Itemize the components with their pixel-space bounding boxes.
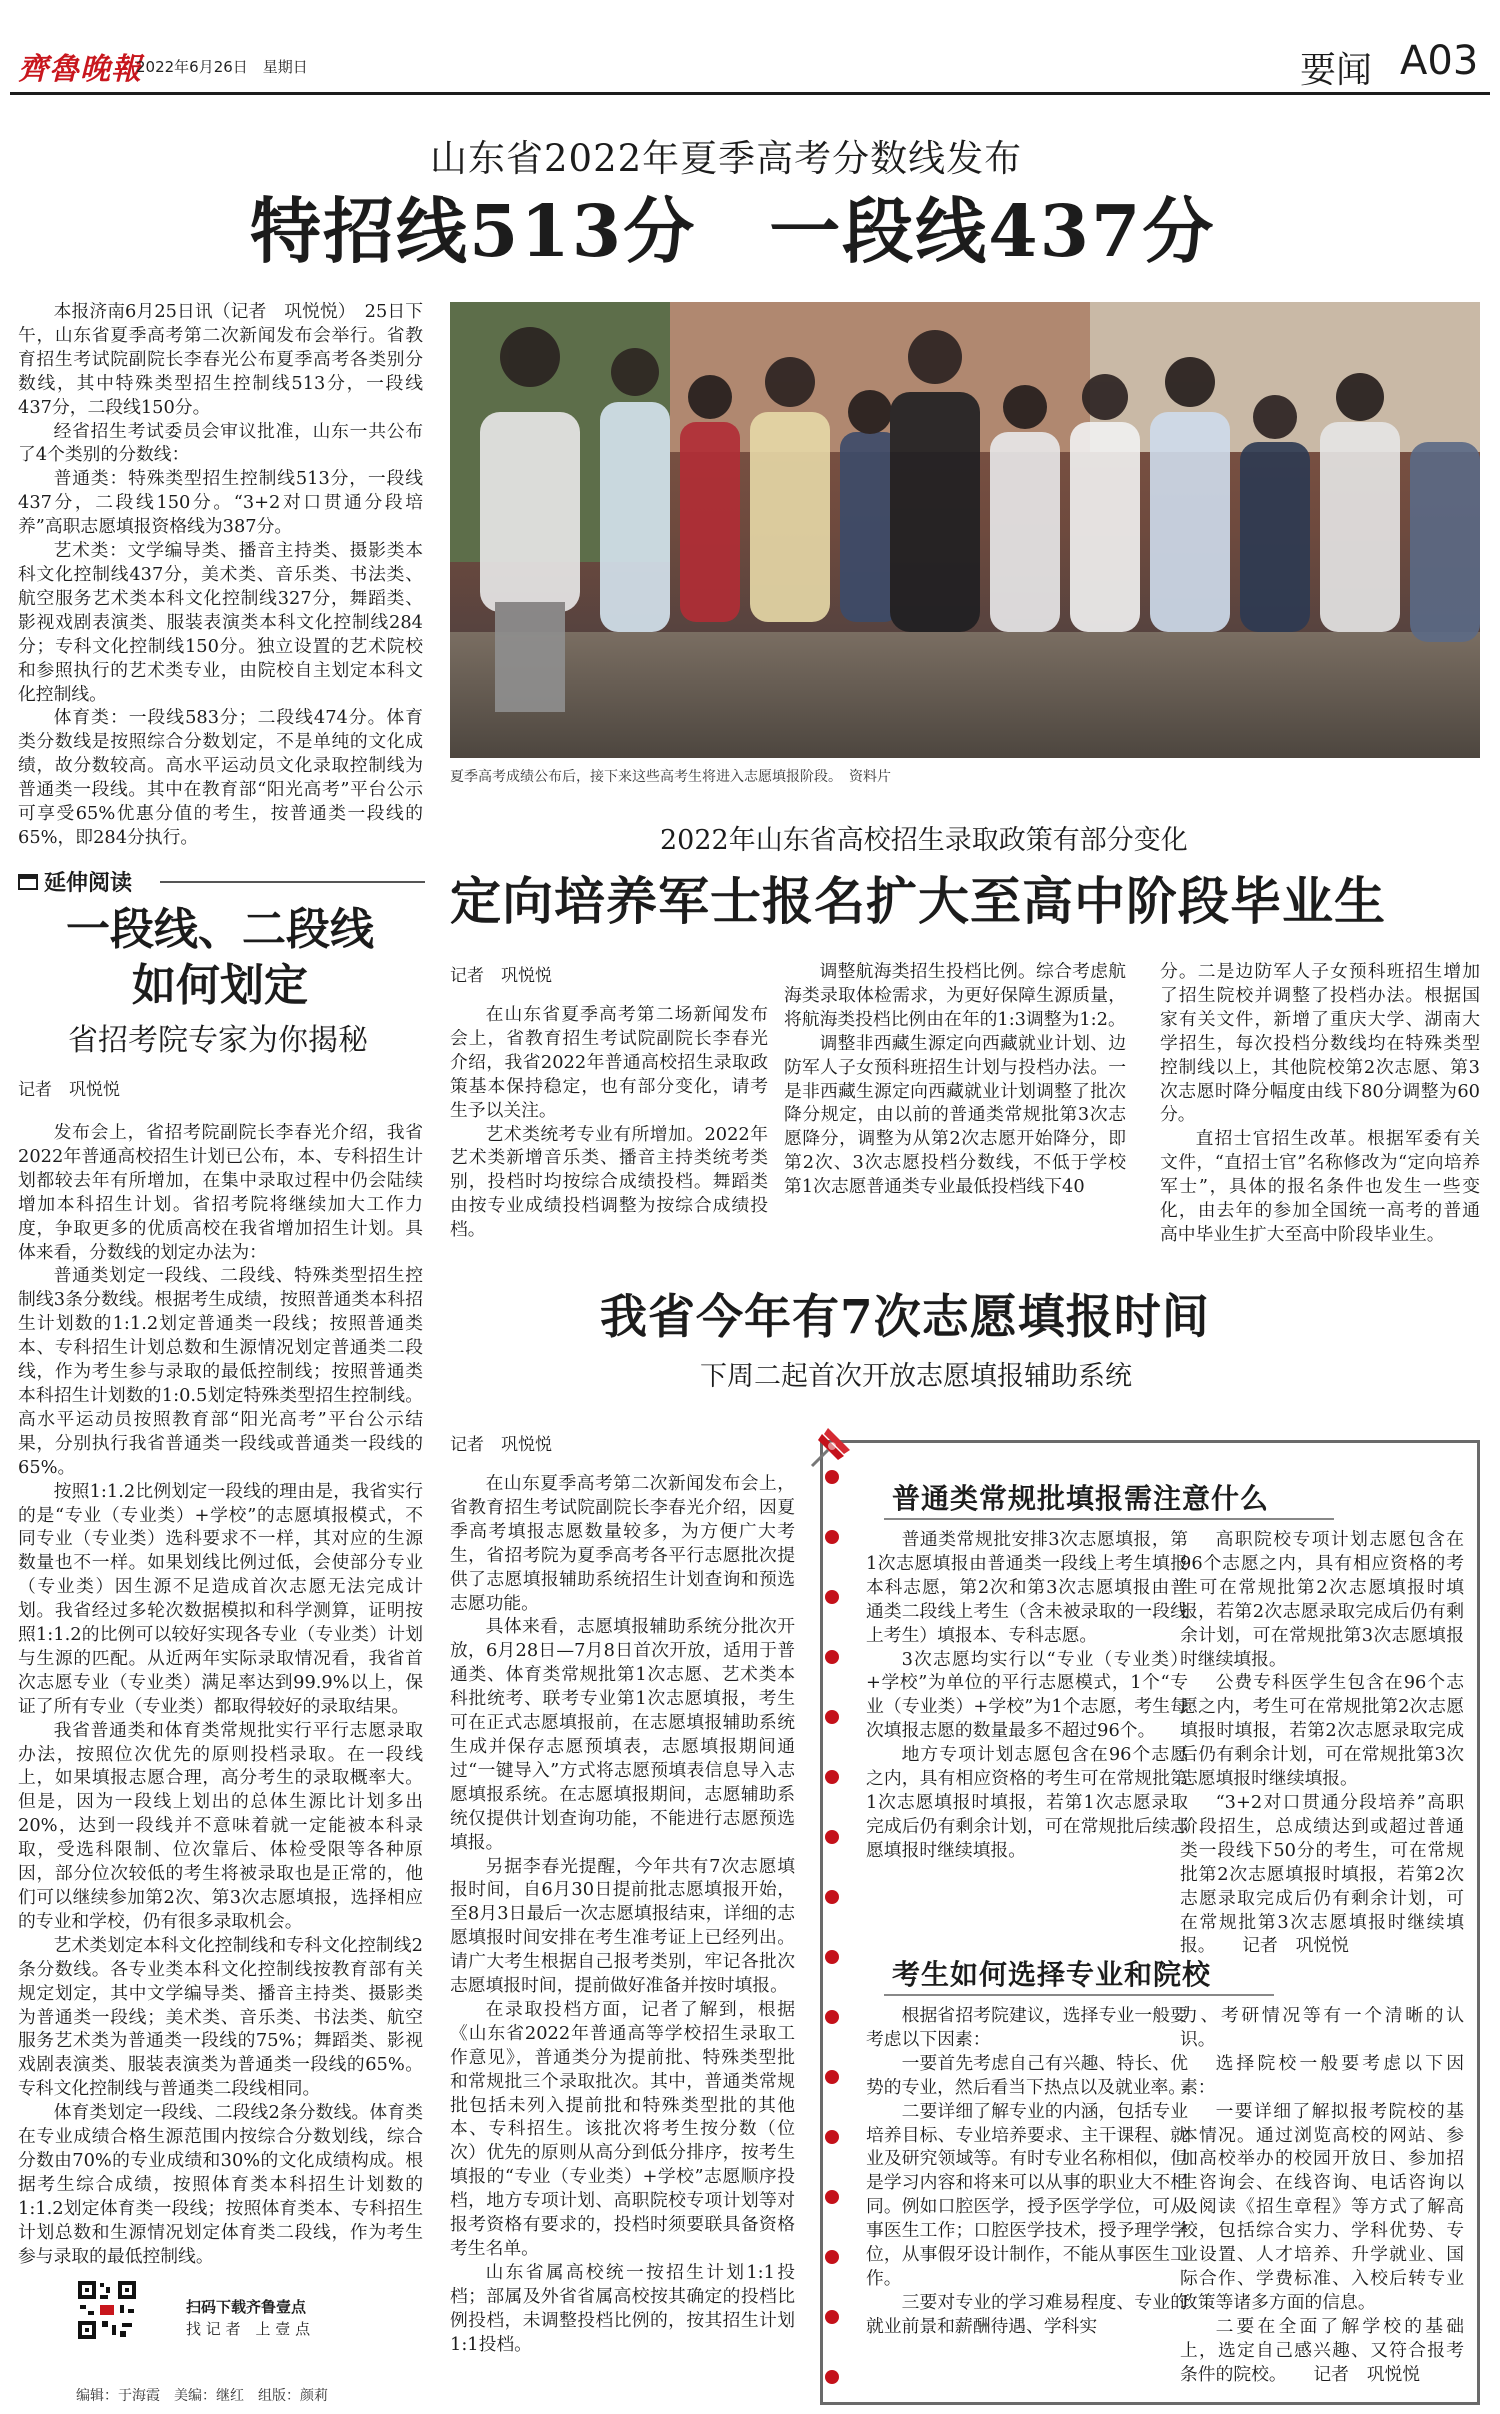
box-section-2-right bbox=[1180, 2004, 1464, 2387]
extended-article bbox=[18, 1121, 423, 2269]
box-paragraph: 普通类常规批安排3次志愿填报，第1次志愿填报由普通类一段线上考生填报本科志愿，第2次和第3次志愿填报由普通类二段线上考生（含未被录取的一段线上考生）填报本、专科志愿。 bbox=[866, 1529, 1188, 1646]
pushpin-graphic bbox=[798, 1420, 858, 1480]
newspaper-logo: 齊魯晚報 bbox=[18, 52, 142, 87]
volunteer-paragraph: 具体来看，志愿填报辅助系统分批次开放，6月28日—7月8日首次开放，适用于普通类、体育类常规批第1次志愿、艺术类本科批统考、联考专业第1次志愿填报，考生可在正式志愿填报前，在志愿填报辅助系统生成并保存志愿预填表，志愿填报期间通过“一键导入”方式将志愿预填表信息导入志愿填报系统。在志愿填报期间，志愿辅助系统仅提供计划查询功能，不能进行志愿预选填报。 bbox=[450, 1616, 795, 1853]
volunteer-subtitle: 下周二起首次开放志愿填报辅助系统 bbox=[700, 1361, 1132, 1392]
book-icon bbox=[18, 874, 38, 890]
divider bbox=[884, 1518, 1334, 1520]
policy-kicker: 2022年山东省高校招生录取政策有部分变化 bbox=[660, 825, 1188, 856]
headline-kicker: 山东省2022年夏季高考分数线发布 bbox=[430, 137, 1023, 180]
policy-paragraph: 分。二是边防军人子女预科班招生增加了招生院校并调整了投档办法。根据国家有关文件，新增了重庆大学、湖南大学招生，每次投档分数线均在特殊类型控制线以上，其他院校第2次志愿、第3次志愿时降分幅度由线下80分调整为60分。 bbox=[1160, 961, 1480, 1126]
volunteer-paragraph: 山东省属高校统一按招生计划1:1投档；部属及外省省属高校按其确定的投档比例投档，未调整投档比例的，按其招生计划1:1投档。 bbox=[450, 2261, 795, 2355]
policy-paragraph: 艺术类统考专业有所增加。2022年艺术类新增音乐类、播音主持类统考类别，投档时均按综合成绩投档。舞蹈类由按专业成绩投档调整为按综合成绩投档。 bbox=[450, 1123, 768, 1241]
lead-article bbox=[18, 300, 423, 850]
box-subhead-1: 普通类常规批填报需注意什么 bbox=[892, 1482, 1270, 1515]
binder-dot bbox=[825, 1590, 839, 1604]
issue-date: 2022年6月26日 星期日 bbox=[136, 58, 308, 76]
policy-column-3 bbox=[1160, 960, 1480, 1247]
policy-column-2 bbox=[784, 960, 1126, 1199]
news-photo bbox=[450, 302, 1480, 758]
extended-subtitle: 省招考院专家为你揭秘 bbox=[68, 1023, 368, 1058]
editor-credits: 编辑：于海霞 美编：继红 组版：颜莉 bbox=[76, 2388, 328, 2404]
binder-dot bbox=[825, 1710, 839, 1724]
qr-text bbox=[186, 2296, 310, 2340]
binder-dot bbox=[825, 2130, 839, 2144]
box-paragraph: 三要对专业的学习难易程度、专业的就业前景和薪酬待遇、学科实 bbox=[866, 2291, 1188, 2337]
policy-paragraph: 在山东省夏季高考第二场新闻发布会上，省教育招生考试院副院长李春光介绍，我省2022年普通高校招生录取政策基本保持稳定，也有部分变化，请考生予以关注。 bbox=[450, 1004, 768, 1121]
binder-dots bbox=[817, 1470, 845, 2400]
policy-byline: 记者 巩悦悦 bbox=[450, 966, 552, 986]
volunteer-paragraph: 在山东夏季高考第二次新闻发布会上，省教育招生考试院副院长李春光介绍，因夏季高考填报志愿数量较多，为方便广大考生，省招考院为夏季高考各平行志愿批次提供了志愿填报辅助系统招生计划查询和预选志愿功能。 bbox=[450, 1473, 795, 1614]
volunteer-paragraph: 另据李春光提醒，今年共有7次志愿填报时间，自6月30日提前批志愿填报开始，至8月3日最后一次志愿填报结束，详细的志愿填报时间安排在考生准考证上已经列出。请广大考生根据自己报考类别，牢记各批次志愿填报时间，提前做好准备并按时填报。 bbox=[450, 1855, 795, 1997]
binder-dot bbox=[825, 2370, 839, 2384]
box-paragraph: 力、考研情况等有一个清晰的认识。 bbox=[1180, 2005, 1464, 2050]
policy-paragraph: 调整非西藏生源定向西藏就业计划、边防军人子女预科班招生计划与投档办法。一是非西藏生源定向西藏就业计划调整了批次降分规定，由以前的普通类常规批第3次志愿降分，调整为从第2次志愿开始降分，即第2次、3次志愿投档分数线，不低于学校第1次志愿普通类专业最低投档线下40 bbox=[784, 1032, 1126, 1198]
box-paragraph: 一要详细了解拟报考院校的基本情况。通过浏览高校的网站、参加高校举办的校园开放日、参加招生咨询会、在线咨询、电话咨询以及阅读《招生章程》等方式了解高校，包括综合实力、学科优势、专业设置、人才培养、升学就业、国际合作、学费标准、入校后转专业政策等诸多方面的信息。 bbox=[1180, 2100, 1464, 2313]
students-photo-illustration bbox=[450, 302, 1480, 758]
binder-dot bbox=[825, 1530, 839, 1544]
page-header bbox=[0, 0, 1500, 90]
binder-dot bbox=[825, 2190, 839, 2204]
divider bbox=[884, 1994, 1274, 1996]
policy-paragraph: 直招士官招生改革。根据军委有关文件，“直招士官”名称修改为“定向培养军士”，具体的报名条件也发生一些变化，由去年的参加全国统一高考的普通高中毕业生扩大至高中阶段毕业生。 bbox=[1160, 1128, 1480, 1245]
binder-dot bbox=[825, 1890, 839, 1904]
box-paragraph: 地方专项计划志愿包含在96个志愿之内，具有相应资格的考生可在常规批第1次志愿填报时填报，若第1次志愿录取完成后仍有剩余计划，可在常规批后续志愿填报时继续填报。 bbox=[866, 1744, 1188, 1861]
extended-title bbox=[40, 902, 400, 1014]
volunteer-byline: 记者 巩悦悦 bbox=[450, 1435, 552, 1455]
box-paragraph: 选择院校一般要考虑以下因素： bbox=[1180, 2052, 1464, 2098]
box-paragraph: 公费专科医学生包含在96个志愿之内，考生可在常规批第2次志愿填报时填报，若第2次志愿录取完成后仍有剩余计划，可在常规批第3次志愿填报时继续填报。 bbox=[1180, 1672, 1464, 1790]
binder-dot bbox=[825, 2010, 839, 2024]
lead-paragraph: 艺术类：文学编导类、播音主持类、摄影类本科文化控制线437分，美术类、音乐类、书法类、航空服务艺术类本科文化控制线327分，舞蹈类、影视戏剧表演类、服装表演类本科文化控制线284分；专科文化控制线150分。独立设置的艺术院校和参照执行的艺术类专业，由院校自主划定本科文化控制线。 bbox=[18, 540, 423, 705]
lead-paragraph: 经省招生考试委员会审议批准，山东一共公布了4个类别的分数线： bbox=[18, 420, 423, 466]
box-section-1-left bbox=[866, 1528, 1188, 1863]
main-headline: 特招线513分 一段线437分 bbox=[250, 189, 1216, 273]
box-paragraph: 二要详细了解专业的内涵，包括专业培养目标、专业培养要求、主干课程、就业及研究领域等。有时专业名称相似，但是学习内容和将来可以从事的职业大不相同。例如口腔医学，授予医学学位，可从事医生工作；口腔医学技术，授予理学学位，从事假牙设计制作，不能从事医生工作。 bbox=[866, 2100, 1188, 2289]
lead-paragraph: 体育类：一段线583分；二段线474分。体育类分数线是按照综合分数划定，不是单纯的文化成绩，故分数较高。高水平运动员文化录取控制线为普通类一段线。其中在教育部“阳光高考”平台公示可享受65%优惠分值的考生，按普通类一段线的65%，即284分执行。 bbox=[18, 707, 423, 848]
extended-paragraph: 普通类划定一段线、二段线、特殊类型招生控制线3条分数线。根据考生成绩，按照普通类本科招生计划数的1:1.2划定普通类一段线；按照普通类本、专科招生计划总数和生源情况划定普通类二段线，作为考生参与录取的最低控制线；按照普通类本科招生计划数的1:0.5划定特殊类型招生控制线。高水平运动员按照教育部“阳光高考”平台公示结果，分别执行我省普通类一段线或普通类一段线的65%。 bbox=[18, 1265, 423, 1478]
box-paragraph: 高职院校专项计划志愿包含在96个志愿之内，具有相应资格的考生可在常规批第2次志愿填报时填报，若第2次志愿录取完成后仍有剩余计划，可在常规批第3次志愿填报时继续填报。 bbox=[1180, 1529, 1464, 1670]
extended-paragraph: 发布会上，省招考院副院长李春光介绍，我省2022年普通高校招生计划已公布，本、专科招生计划都较去年有所增加，在集中录取过程中仍会陆续增加本科招生计划。省招考院将继续加大工作力度，争取更多的优质高校在我省增加招生计划。具体来看，分数线的划定办法为： bbox=[18, 1122, 423, 1263]
binder-dot bbox=[825, 1950, 839, 1964]
extended-byline: 记者 巩悦悦 bbox=[18, 1080, 120, 1100]
box-subhead-2: 考生如何选择专业和院校 bbox=[892, 1958, 1212, 1991]
box-paragraph: 二要在全面了解学校的基础上，选定自己感兴趣、又符合报考条件的院校。 记者 巩悦悦 bbox=[1180, 2315, 1464, 2385]
section-name: 要闻 bbox=[1300, 50, 1373, 91]
policy-column-1 bbox=[450, 1003, 768, 1242]
photo-caption: 夏季高考成绩公布后，接下来这些高考生将进入志愿填报阶段。 资料片 bbox=[450, 769, 891, 785]
volunteer-headline: 我省今年有7次志愿填报时间 bbox=[600, 1290, 1210, 1345]
qr-text-line1: 扫码下载齐鲁壹点 bbox=[186, 2298, 307, 2316]
box-paragraph: 一要首先考虑自己有兴趣、特长、优势的专业，然后看当下热点以及就业率。 bbox=[866, 2052, 1188, 2098]
lead-paragraph: 本报济南6月25日讯（记者 巩悦悦） 25日下午，山东省夏季高考第二次新闻发布会举行。省教育招生考试院副院长李春光公布夏季高考各类别分数线，其中特殊类型招生控制线513分，一段线437分，二段线150分。 bbox=[18, 301, 423, 418]
divider bbox=[160, 881, 425, 883]
page-number: A03 bbox=[1400, 38, 1479, 84]
extended-paragraph: 我省普通类和体育类常规批实行平行志愿录取办法，按照位次优先的原则投档录取。在一段线上，如果填报志愿合理，高分考生的录取概率大。但是，因为一段线上划出的总体生源比计划多出20%，达到一段线并不意味着就一定能被本科录取，受选科限制、位次靠后、体检受限等各种原因，部分位次较低的考生将被录取也是正常的，他们可以继续参加第2次、第3次志愿填报，选择相应的专业和学校，仍有很多录取机会。 bbox=[18, 1719, 423, 1932]
extended-paragraph: 艺术类划定本科文化控制线和专科文化控制线2条分数线。各专业类本科文化控制线按教育部有关规定划定，其中文学编导类、播音主持类、摄影类为普通类一段线；美术类、音乐类、书法类、航空服务艺术类为普通类一段线的75%；舞蹈类、影视戏剧表演类、服装表演类为普通类一段线的65%。专科文化控制线与普通类二段线相同。 bbox=[18, 1934, 423, 2100]
extended-paragraph: 体育类划定一段线、二段线2条分数线。体育类在专业成绩合格生源范围内按综合分数划线，综合分数由70%的专业成绩和30%的文化成绩构成。根据考生综合成绩，按照体育类本科招生计划数的1:1.2划定体育类一段线；按照体育类本、专科招生计划总数和生源情况划定体育类二段线，作为考生参与录取的最低控制线。 bbox=[18, 2102, 423, 2267]
binder-dot bbox=[825, 1830, 839, 1844]
box-section-1-right bbox=[1180, 1528, 1464, 1958]
box-paragraph: 3次志愿均实行以“专业（专业类）+学校”为单位的平行志愿模式，1个“专业（专业类）+学校”为1个志愿，考生每次填报志愿的数量最多不超过96个。 bbox=[866, 1648, 1188, 1742]
extended-title-line1: 一段线、二段线 bbox=[66, 904, 374, 955]
lead-paragraph: 普通类：特殊类型招生控制线513分，一段线437分，二段线150分。“3+2对口贯通分段培养”高职志愿填报资格线为387分。 bbox=[18, 468, 423, 538]
extended-title-line2: 如何划定 bbox=[132, 960, 308, 1011]
extended-reading-label: 延伸阅读 bbox=[44, 871, 133, 896]
policy-paragraph: 调整航海类招生投档比例。综合考虑航海类录取体检需求，为更好保障生源质量，将航海类投档比例由在年的1:3调整为1:2。 bbox=[784, 961, 1126, 1030]
volunteer-paragraph: 在录取投档方面，记者了解到，根据《山东省2022年普通高等学校招生录取工作意见》，普通类分为提前批、特殊类型批和常规批三个录取批次。其中，普通类常规批包括未列入提前批和特殊类型批的其他本、专科招生。该批次将考生按分数（位次）优先的原则从高分到低分排序，按考生填报的“专业（专业类）+学校”志愿顺序投档，地方专项计划、高职院校专项计划等对报考资格有要求的，投档时须要联具备资格考生名单。 bbox=[450, 1998, 795, 2259]
binder-dot bbox=[825, 1650, 839, 1664]
binder-dot bbox=[825, 2070, 839, 2084]
pushpin-icon bbox=[798, 1420, 858, 1484]
qr-code[interactable] bbox=[76, 2279, 138, 2341]
extended-paragraph: 按照1:1.2比例划定一段线的理由是，我省实行的是“专业（专业类）+学校”的志愿填报模式，不同专业（专业类）选科要求不一样，其对应的生源数量也不一样。如果划线比例过低，会使部分专业（专业类）因生源不足造成首次志愿无法完成计划。我省经过多轮次数据模拟和科学测算，证明按照1:1.2的比例可以较好实现各专业（专业类）计划与生源的匹配。从近两年实际录取情况看，我省首次志愿专业（专业类）满足率达到99.9%以上，保证了所有专业（专业类）都取得较好的录取结果。 bbox=[18, 1480, 423, 1717]
binder-dot bbox=[825, 1770, 839, 1784]
binder-dot bbox=[825, 2310, 839, 2324]
box-section-2-left bbox=[866, 2004, 1188, 2339]
volunteer-article bbox=[450, 1472, 795, 2357]
qr-text-line2: 找 记 者 上 壹 点 bbox=[186, 2320, 311, 2338]
box-paragraph: 根据省招考院建议，选择专业一般要考虑以下因素： bbox=[866, 2005, 1188, 2050]
qr-code-icon bbox=[76, 2279, 138, 2341]
policy-headline: 定向培养军士报名扩大至高中阶段毕业生 bbox=[450, 872, 1387, 932]
extended-reading-tag bbox=[18, 866, 132, 897]
box-paragraph: “3+2对口贯通分段培养”高职阶段招生，总成绩达到或超过普通类一段线下50分的考生，可在常规批第2次志愿填报时填报，若第2次志愿录取完成后仍有剩余计划，可在常规批第3次志愿填报时继续填报。 记者 巩悦悦 bbox=[1180, 1791, 1464, 1957]
header-rule bbox=[10, 92, 1490, 95]
binder-dot bbox=[825, 2250, 839, 2264]
